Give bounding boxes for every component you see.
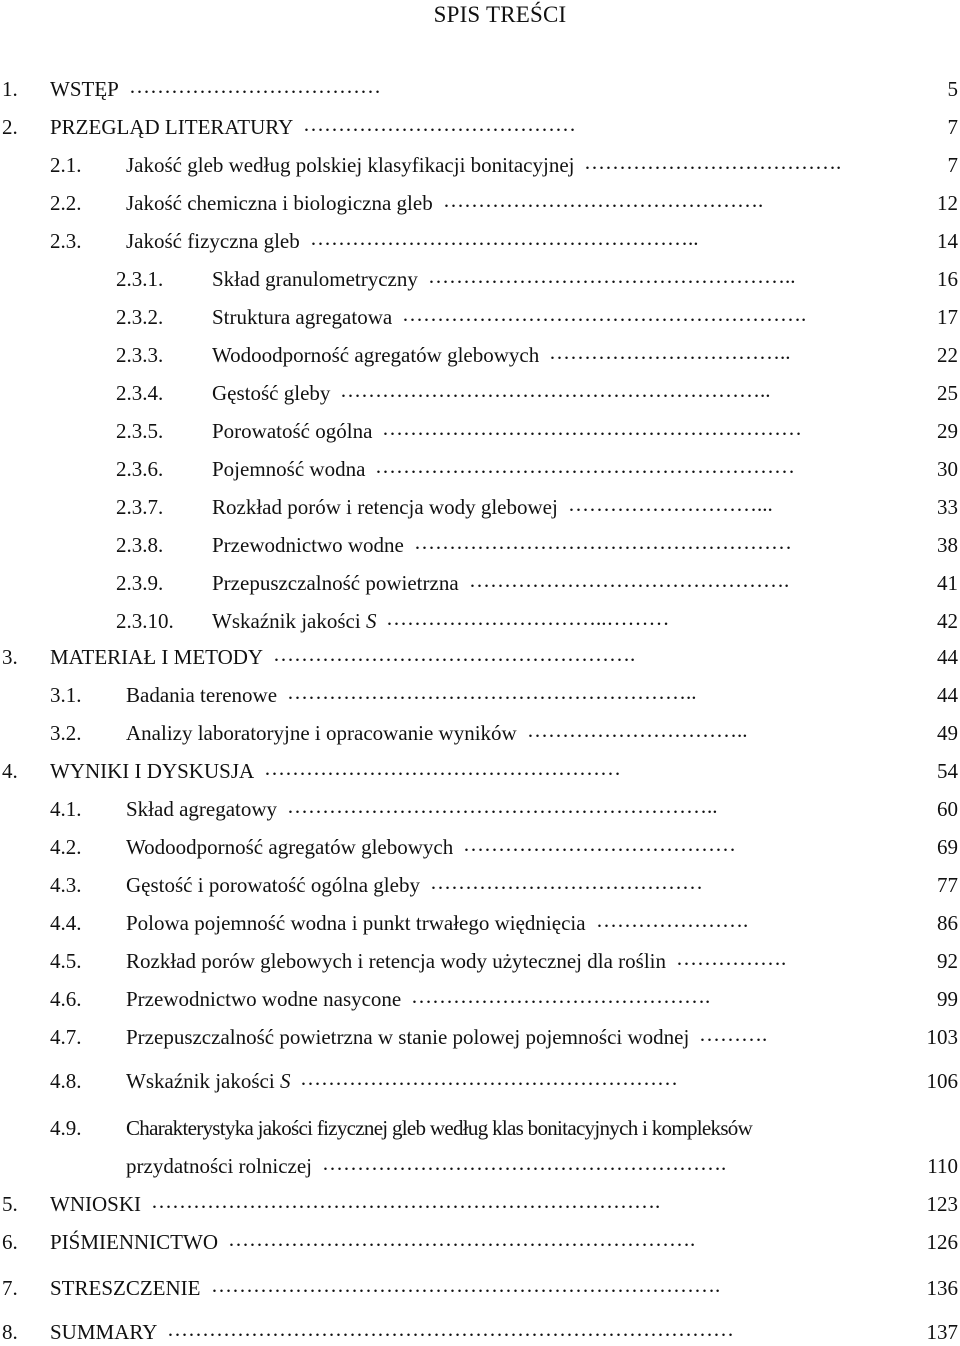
toc-entry-leader-dots: ………………………………………………….. [287, 681, 697, 703]
toc-entry [0, 1190, 958, 1218]
toc-entry [0, 947, 958, 975]
toc-entry-title-text: Przepuszczalność powietrzna [212, 571, 459, 595]
toc-entry-title [212, 265, 418, 293]
toc-entry-title-text: Jakość chemiczna i biologiczna gleb [126, 191, 433, 215]
toc-entry-title [126, 681, 277, 709]
toc-entry-title-text: Przewodnictwo wodne nasycone [126, 987, 402, 1011]
toc-entry-leader-dots: …………………………….. [549, 341, 791, 363]
toc-entry [0, 417, 958, 445]
toc-entry-leader-dots: …………………. [596, 909, 749, 931]
toc-entry [0, 833, 958, 861]
toc-entry-leader-dots: …………………………………………………….. [340, 379, 771, 401]
toc-entry-number: 2.3.1. [116, 267, 164, 291]
toc-entry [0, 569, 958, 597]
toc-entry-title-text: Przewodnictwo wodne [212, 533, 404, 557]
toc-entry [0, 757, 958, 785]
toc-entry-title-text: Skład agregatowy [126, 797, 278, 821]
toc-entry [0, 75, 958, 103]
toc-entry-title-text: Przepuszczalność powietrzna w stanie polowej pojemności wodnej [126, 1025, 690, 1049]
toc-entry-title [212, 455, 365, 483]
toc-entry-number: 2.3.5. [116, 419, 164, 443]
toc-entry-leader-dots: ………………………………………………………………. [211, 1274, 721, 1296]
toc-entry-title [212, 569, 459, 597]
toc-entry-number: 2.1. [50, 153, 82, 177]
toc-entry-leader-dots: …………………………………………………… [382, 417, 802, 439]
toc-entry-title [50, 1228, 218, 1256]
toc-entry [0, 341, 958, 369]
toc-entry-title-text: Rozkład porów glebowych i retencja wody użytecznej dla roślin [126, 949, 666, 973]
toc-entry-title-text: Porowatość ogólna [212, 419, 373, 443]
toc-entry [0, 1228, 958, 1256]
toc-entry-title [126, 985, 401, 1013]
toc-entry-number: 3. [2, 645, 18, 669]
toc-entry-title-symbol: S [279, 1069, 291, 1093]
toc-entry-leader-dots: …………………………………………………………. [228, 1228, 696, 1250]
toc-entry-leader-dots: ………………………………… [430, 871, 703, 893]
toc-entry-page-number: 14 [937, 229, 958, 253]
toc-entry-title-text: Analizy laboratoryjne i opracowanie wyników [126, 721, 517, 745]
toc-entry-leader-dots: ……………………………………………. [273, 643, 636, 665]
toc-entry-leader-dots: …………………………………………………….. [287, 795, 718, 817]
toc-entry-leader-dots: ……………………………………………….. [310, 227, 699, 249]
toc-entry-leader-dots: ………………………………… [463, 833, 736, 855]
toc-entry-title [212, 341, 539, 369]
toc-entry-page-number: 60 [937, 797, 958, 821]
toc-entry-leader-dots: …………………………………………………… [375, 455, 795, 477]
toc-entry-page-number: 29 [937, 419, 958, 443]
toc-entry-title-text: Jakość gleb według polskiej klasyfikacji bonitacyjnej [126, 153, 575, 177]
toc-entry [0, 227, 958, 255]
toc-entry-page-number: 38 [937, 533, 958, 557]
toc-entry-page-number: 137 [926, 1320, 958, 1344]
toc-entry-number: 4.5. [50, 949, 82, 973]
toc-entry-page-number: 30 [937, 457, 958, 481]
toc-entry [0, 113, 958, 141]
toc-entry-page-number: 44 [937, 645, 958, 669]
toc-entry [0, 795, 958, 823]
toc-entry [0, 493, 958, 521]
toc-entry [0, 531, 958, 559]
toc-entry-title [126, 189, 433, 217]
toc-entry-page-number: 86 [937, 911, 958, 935]
toc-entry [0, 681, 958, 709]
toc-entry-title-text: PIŚMIENNICTWO [50, 1230, 218, 1254]
toc-entry-leader-dots: …………………………………………… [264, 757, 621, 779]
toc-entry-title-text: Gęstość gleby [212, 381, 331, 405]
toc-entry-title [50, 1190, 141, 1218]
toc-entry-number: 5. [2, 1192, 18, 1216]
toc-entry-title [50, 1274, 201, 1302]
toc-entry-title-text: WSTĘP [50, 77, 119, 101]
toc-entry-leader-dots: ………………………………. [584, 151, 842, 173]
toc-entry-title-text: SUMMARY [50, 1320, 158, 1344]
toc-entry-page-number: 103 [926, 1025, 958, 1049]
toc-entry-leader-dots: ……………………………………………… [300, 1067, 678, 1089]
toc-entry [0, 1067, 958, 1095]
toc-entry-leader-dots: ………………………………………. [469, 569, 790, 591]
toc-entry-page-number: 41 [937, 571, 958, 595]
toc-entry-page-number: 123 [926, 1192, 958, 1216]
toc-entry-title-text: Polowa pojemność wodna i punkt trwałego więdnięcia [126, 911, 586, 935]
toc-entry-leader-dots: ………………………….. [527, 719, 748, 741]
toc-entry-title [126, 833, 453, 861]
toc-entry-title [126, 1114, 752, 1142]
toc-entry-title [212, 493, 558, 521]
toc-entry-page-number: 25 [937, 381, 958, 405]
toc-entry [0, 1114, 958, 1178]
toc-entry-title [50, 113, 293, 141]
toc-entry-title-text: Rozkład porów i retencja wody glebowej [212, 495, 558, 519]
toc-entry-title-text: Pojemność wodna [212, 457, 366, 481]
toc-entry-title-text: Wskaźnik jakości [212, 609, 361, 633]
toc-entry-page-number: 42 [937, 609, 958, 633]
toc-entry-leader-dots: ……………………………… [129, 75, 381, 97]
toc-entry-title-text: MATERIAŁ I METODY [50, 645, 264, 669]
toc-entry-number: 1. [2, 77, 18, 101]
toc-entry-page-number: 54 [937, 759, 958, 783]
toc-entry-title-text: PRZEGLĄD LITERATURY [50, 115, 294, 139]
toc-entry [0, 303, 958, 331]
toc-entry-number: 6. [2, 1230, 18, 1254]
toc-entry [0, 1274, 958, 1302]
toc-entry-title [212, 379, 330, 407]
page-title: SPIS TREŚCI [433, 2, 567, 27]
toc-entry-title-text: Wskaźnik jakości [126, 1069, 275, 1093]
toc-entry-title [212, 417, 372, 445]
toc-entry-title [212, 531, 404, 559]
toc-entry-number: 2.2. [50, 191, 82, 215]
toc-entry-number: 4.2. [50, 835, 82, 859]
toc-entry-page-number: 92 [937, 949, 958, 973]
toc-entry-title-text: Wodoodporność agregatów glebowych [126, 835, 454, 859]
toc-entry-title-text: WYNIKI I DYSKUSJA [50, 759, 255, 783]
toc-entry-leader-dots: ……………. [676, 947, 787, 969]
toc-entry-number: 4.4. [50, 911, 82, 935]
toc-entry-title-text: Gęstość i porowatość ogólna gleby [126, 873, 420, 897]
toc-entry-page-number: 22 [937, 343, 958, 367]
toc-entry-leader-dots: ………. [699, 1023, 768, 1045]
toc-entry-number: 2. [2, 115, 18, 139]
toc-entry-number: 7. [2, 1276, 18, 1300]
toc-entry-leader-dots: ………………………………………. [443, 189, 764, 211]
toc-entry-page-number: 110 [927, 1154, 958, 1178]
toc-entry-number: 4.7. [50, 1025, 82, 1049]
toc-entry-title [126, 719, 517, 747]
toc-entry [0, 719, 958, 747]
toc-entry-number: 4.1. [50, 797, 82, 821]
toc-entry [0, 379, 958, 407]
toc-entry-title [50, 75, 119, 103]
toc-entry-number: 3.2. [50, 721, 82, 745]
toc-entry [0, 265, 958, 293]
toc-entry [0, 985, 958, 1013]
toc-entry-title [126, 151, 574, 179]
toc-entry-title-text: Skład granulometryczny [212, 267, 418, 291]
toc-entry-number: 2.3.3. [116, 343, 164, 367]
toc-entry-leader-dots: ………………………... [568, 493, 773, 515]
toc-entry-title [126, 909, 586, 937]
toc-entry-leader-dots: …………………………..……… [386, 607, 670, 629]
toc-entry-page-number: 136 [926, 1276, 958, 1300]
toc-entry-title [212, 607, 376, 635]
toc-entry-leader-dots: …………………………………………………. [402, 303, 807, 325]
toc-entry [0, 643, 958, 671]
toc-entry-number: 4.3. [50, 873, 82, 897]
toc-entry-number: 4. [2, 759, 18, 783]
toc-entry-title-text: Charakterystyka jakości fizycznej gleb według klas bonitacyjnych i kompleksów [126, 1116, 753, 1140]
toc-entry-number: 4.8. [50, 1069, 82, 1093]
toc-entry-page-number: 7 [947, 153, 958, 177]
toc-entry-page-number: 7 [947, 115, 958, 139]
toc-entry-title-continued: przydatności rolniczej [126, 1154, 313, 1178]
toc-entry [0, 871, 958, 899]
toc-entry-page-number: 77 [937, 873, 958, 897]
toc-entry-title-text: Struktura agregatowa [212, 305, 393, 329]
toc-entry-number: 2.3.7. [116, 495, 164, 519]
toc-entry-title [126, 227, 300, 255]
toc-entry-title [126, 871, 420, 899]
toc-entry-page-number: 12 [937, 191, 958, 215]
toc-entry-title-text: Jakość fizyczna gleb [126, 229, 300, 253]
toc-entry-number: 3.1. [50, 683, 82, 707]
toc-entry-title-symbol: S [365, 609, 377, 633]
toc-entry-page-number: 69 [937, 835, 958, 859]
toc-entry-number: 4.6. [50, 987, 82, 1011]
toc-entry-leader-dots: …………………………………………………. [322, 1152, 727, 1174]
toc-entry [0, 151, 958, 179]
toc-entry-page-number: 17 [937, 305, 958, 329]
toc-entry-number: 2.3.10. [116, 609, 174, 633]
toc-entry-title [50, 757, 254, 785]
toc-entry-page-number: 44 [937, 683, 958, 707]
toc-entry-number: 2.3.6. [116, 457, 164, 481]
toc-entry-page-number: 106 [926, 1069, 958, 1093]
toc-entry-number: 4.9. [50, 1116, 82, 1140]
toc-entry-number: 8. [2, 1320, 18, 1344]
toc-entry-leader-dots: ………………………………………………………………. [151, 1190, 661, 1212]
toc-entry-title-text: WNIOSKI [50, 1192, 141, 1216]
toc-entry [0, 909, 958, 937]
toc-entry-number: 2.3.8. [116, 533, 164, 557]
toc-entry [0, 1318, 958, 1346]
toc-entry [0, 1023, 958, 1051]
toc-entry-page-number: 49 [937, 721, 958, 745]
toc-entry-number: 2.3.9. [116, 571, 164, 595]
toc-entry-leader-dots: …………………………………………….. [428, 265, 796, 287]
toc-entry-leader-dots: ……………………………………………… [414, 531, 792, 553]
toc-entry-number: 2.3.4. [116, 381, 164, 405]
toc-entry [0, 607, 958, 635]
toc-entry [0, 189, 958, 217]
toc-entry-page-number: 126 [926, 1230, 958, 1254]
toc-entry-title-text: Wodoodporność agregatów glebowych [212, 343, 540, 367]
toc-entry-title [212, 303, 392, 331]
toc-entry-title [126, 1023, 689, 1051]
toc-entry-number: 2.3.2. [116, 305, 164, 329]
toc-entry-title [126, 947, 666, 975]
toc-entry [0, 455, 958, 483]
toc-entry-page-number: 16 [937, 267, 958, 291]
toc-entry-page-number: 33 [937, 495, 958, 519]
toc-entry-leader-dots: ……………………………………. [411, 985, 711, 1007]
toc-entry-number: 2.3. [50, 229, 82, 253]
toc-entry-title-text: Badania terenowe [126, 683, 278, 707]
toc-entry-leader-dots: ………………………………… [303, 113, 576, 135]
toc-entry-title [50, 1318, 157, 1346]
toc-entry-title-text: STRESZCZENIE [50, 1276, 201, 1300]
toc-entry-page-number: 5 [947, 77, 958, 101]
toc-entry-leader-dots: ……………………………………………………………………… [167, 1318, 734, 1340]
toc-entry-title [126, 795, 277, 823]
toc-entry-title [50, 643, 263, 671]
toc-entry-title [126, 1067, 290, 1095]
toc-entry-page-number: 99 [937, 987, 958, 1011]
